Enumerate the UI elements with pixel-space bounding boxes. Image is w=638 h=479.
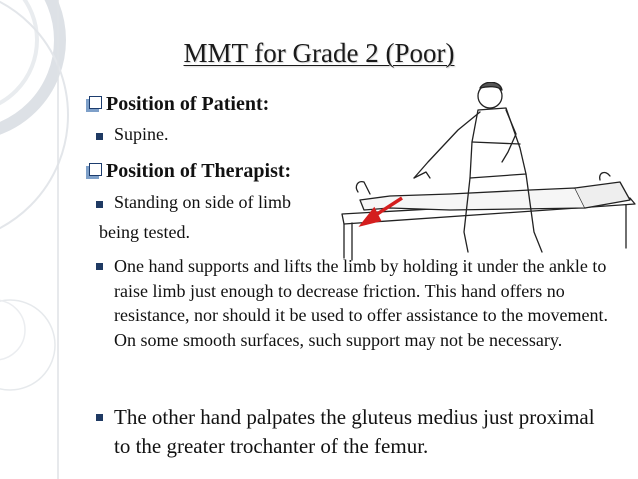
checkbox-icon <box>89 96 102 109</box>
patient-item: Supine. <box>114 124 169 144</box>
square-bullet-icon <box>96 414 103 421</box>
therapist-heading-text: Position of Therapist: <box>106 160 292 182</box>
hand-support-paragraph: One hand supports and lifts the limb by holding it under the ankle to raise limb just enough to decrease friction. This hand offers no resistance, nor should it be used to offer assistance to the movement. On some smooth surfaces, such support may not be necessary. <box>114 256 609 350</box>
therapist-patient-illustration <box>330 82 638 270</box>
square-bullet-icon <box>96 201 103 208</box>
checkbox-icon <box>89 163 102 176</box>
hand-palpate-paragraph: The other hand palpates the gluteus medius just proximal to the greater trochanter of the femur. <box>114 405 595 458</box>
patient-heading <box>86 93 269 116</box>
slide-title: MMT for Grade 2 (Poor) <box>183 38 455 68</box>
patient-heading-text: Position of Patient: <box>106 93 270 115</box>
square-bullet-icon <box>96 133 103 140</box>
therapist-item-line1: Standing on side of limb <box>114 192 291 212</box>
square-bullet-icon <box>96 263 103 270</box>
therapist-heading <box>86 160 291 183</box>
therapist-item-line2: being tested. <box>99 222 190 242</box>
